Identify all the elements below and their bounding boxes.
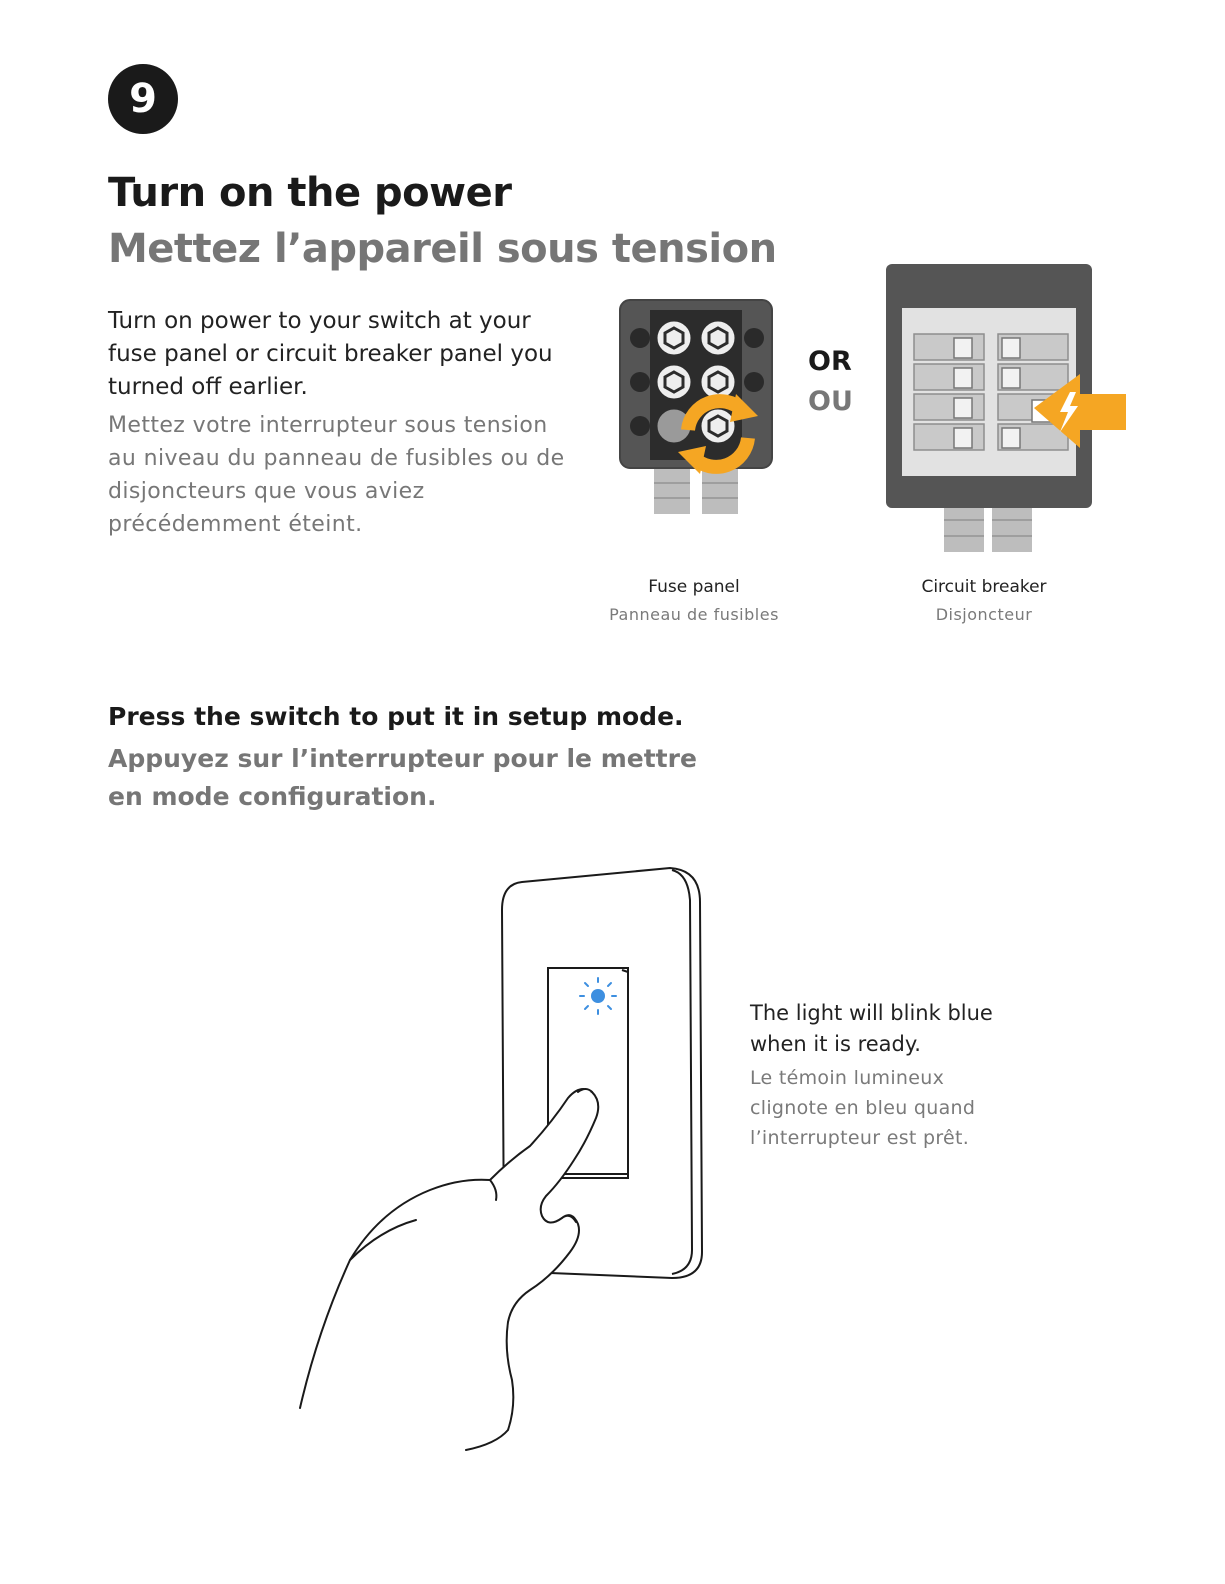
setup-mode-heading-french: Appuyez sur l’interrupteur pour le mettre en mode configuration. bbox=[108, 744, 697, 811]
circuit-breaker-label-french: Disjoncteur bbox=[935, 605, 1033, 624]
switch-press-illustration bbox=[290, 860, 720, 1460]
step-number-badge: 9 bbox=[108, 64, 178, 134]
blink-note-french: Le témoin lumineux clignote en bleu quand l’interrupteur est prêt. bbox=[750, 1067, 976, 1149]
or-label-french: OU bbox=[808, 386, 853, 417]
fuse-panel-label-english: Fuse panel bbox=[648, 577, 740, 597]
circuit-breaker-label-english: Circuit breaker bbox=[921, 577, 1047, 597]
instruction-english: Turn on power to your switch at your fuse panel or circuit breaker panel you turned off earlier. bbox=[108, 308, 553, 400]
or-label-english: OR bbox=[808, 346, 852, 377]
fuse-panel-illustration bbox=[618, 298, 778, 518]
heading-french: Mettez l’appareil sous tension bbox=[108, 226, 777, 272]
heading-english: Turn on the power bbox=[108, 170, 512, 216]
fuse-panel-label-french: Panneau de fusibles bbox=[609, 605, 779, 624]
blink-note-english: The light will blink blue when it is ready. bbox=[750, 1001, 993, 1056]
circuit-breaker-illustration bbox=[884, 262, 1129, 557]
instruction-french: Mettez votre interrupteur sous tension au niveau du panneau de fusibles ou de disjoncteurs que vous aviez précédemment éteint. bbox=[108, 413, 565, 537]
setup-mode-heading-english: Press the switch to put it in setup mode. bbox=[108, 702, 684, 731]
